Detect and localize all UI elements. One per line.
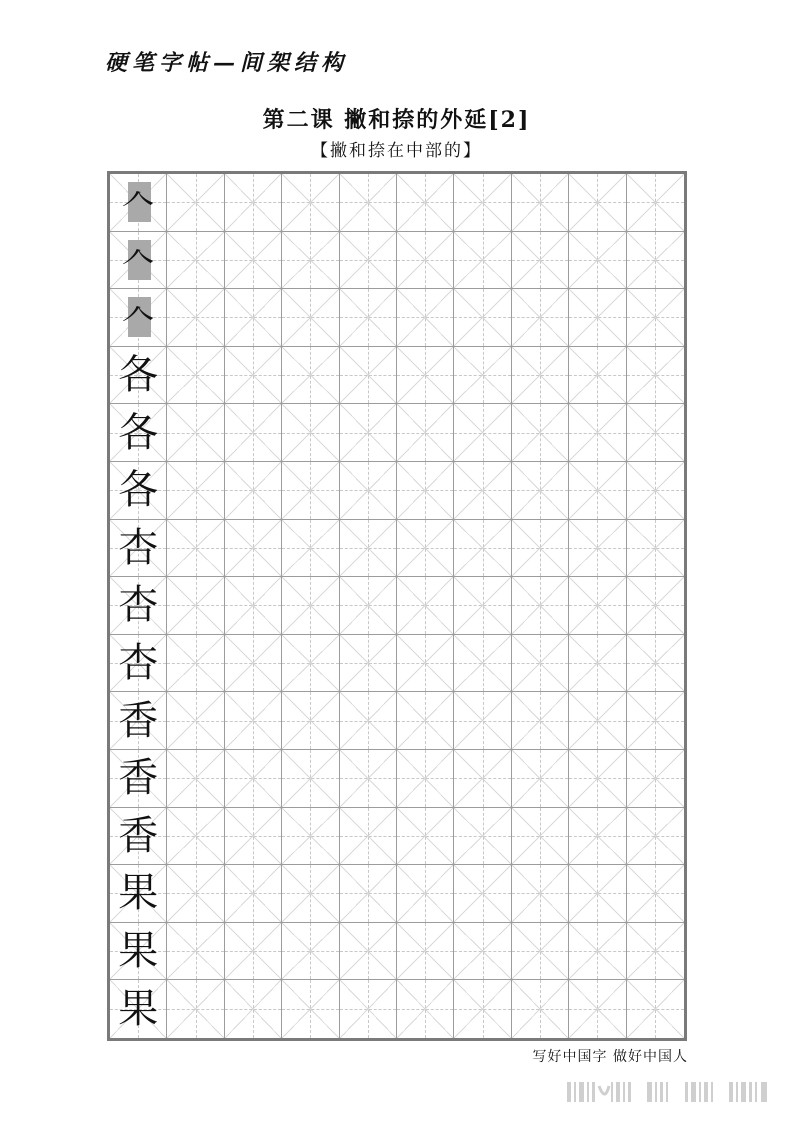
model-cell [110, 174, 167, 232]
practice-cell [167, 750, 224, 808]
practice-cell [225, 808, 282, 866]
practice-cell [167, 692, 224, 750]
model-character: 杏 [118, 524, 159, 571]
practice-cell [167, 347, 224, 405]
model-character: 杏 [118, 640, 159, 687]
practice-cell [512, 232, 569, 290]
model-cell [110, 577, 167, 635]
practice-cell [167, 923, 224, 981]
practice-cell [225, 923, 282, 981]
practice-cell [512, 174, 569, 232]
model-character: 𠆢 [121, 239, 156, 280]
practice-cell [512, 520, 569, 578]
practice-cell [512, 404, 569, 462]
practice-cell [225, 404, 282, 462]
practice-cell [454, 923, 511, 981]
practice-cell [225, 692, 282, 750]
practice-cell [167, 865, 224, 923]
practice-cell [627, 347, 684, 405]
model-character: 各 [118, 409, 159, 456]
practice-cell [512, 923, 569, 981]
practice-cell [282, 980, 339, 1038]
practice-cell [282, 635, 339, 693]
practice-cell [627, 289, 684, 347]
model-character: 果 [118, 928, 159, 975]
practice-cell [454, 232, 511, 290]
practice-cell [282, 174, 339, 232]
practice-cell [340, 635, 397, 693]
practice-cell [167, 577, 224, 635]
practice-cell [167, 635, 224, 693]
model-character: 𠆢 [121, 182, 156, 223]
practice-cell [340, 404, 397, 462]
practice-cell [167, 404, 224, 462]
practice-cell [627, 232, 684, 290]
practice-cell [627, 577, 684, 635]
page-header-title: 硬笔字帖—间架结构 [105, 50, 349, 76]
practice-cell [340, 980, 397, 1038]
lesson-title: 第二课 撇和捺的外延[2] [262, 107, 531, 133]
practice-cell [397, 750, 454, 808]
practice-cell [454, 980, 511, 1038]
practice-cell [282, 865, 339, 923]
model-character: 香 [118, 812, 159, 859]
model-character: 果 [118, 870, 159, 917]
model-character: 杏 [118, 582, 159, 629]
practice-cell [627, 404, 684, 462]
practice-cell [282, 808, 339, 866]
model-cell [110, 347, 167, 405]
practice-cell [167, 980, 224, 1038]
practice-cell [454, 692, 511, 750]
practice-cell [225, 865, 282, 923]
practice-cell [512, 750, 569, 808]
practice-cell [225, 980, 282, 1038]
practice-cell [282, 923, 339, 981]
practice-cell [627, 923, 684, 981]
practice-cell [454, 289, 511, 347]
practice-cell [167, 520, 224, 578]
footer-slogan: 写好中国字 做好中国人 [532, 1049, 688, 1065]
practice-cell [167, 289, 224, 347]
practice-cell [225, 750, 282, 808]
lesson-subtitle: 【撇和捺在中部的】 [311, 141, 482, 161]
practice-cell [225, 347, 282, 405]
practice-cell [397, 174, 454, 232]
practice-cell [569, 174, 626, 232]
practice-cell [282, 347, 339, 405]
model-cell [110, 635, 167, 693]
practice-cell [569, 462, 626, 520]
practice-cell [282, 404, 339, 462]
model-character: 各 [118, 467, 159, 514]
practice-cell [397, 923, 454, 981]
practice-cell [627, 692, 684, 750]
practice-cell [569, 635, 626, 693]
practice-cell [569, 577, 626, 635]
model-cell [110, 923, 167, 981]
practice-cell [225, 520, 282, 578]
practice-cell [454, 635, 511, 693]
model-cell [110, 808, 167, 866]
practice-cell [512, 865, 569, 923]
practice-cell [397, 635, 454, 693]
practice-cell [282, 462, 339, 520]
practice-cell [340, 692, 397, 750]
practice-cell [512, 692, 569, 750]
practice-cell [397, 462, 454, 520]
practice-cell [512, 808, 569, 866]
practice-cell [340, 808, 397, 866]
practice-cell [454, 750, 511, 808]
practice-cell [340, 174, 397, 232]
practice-cell [512, 980, 569, 1038]
practice-cell [225, 289, 282, 347]
practice-cell [512, 635, 569, 693]
practice-cell [512, 347, 569, 405]
model-character: 香 [118, 755, 159, 802]
practice-cell [397, 808, 454, 866]
practice-cell [340, 520, 397, 578]
practice-cell [340, 750, 397, 808]
practice-cell [397, 980, 454, 1038]
practice-cell [340, 577, 397, 635]
practice-cell [397, 232, 454, 290]
practice-cell [627, 808, 684, 866]
practice-cell [397, 520, 454, 578]
practice-cell [340, 289, 397, 347]
practice-cell [454, 865, 511, 923]
practice-cell [627, 750, 684, 808]
practice-cell [569, 750, 626, 808]
practice-cell [512, 462, 569, 520]
practice-cell [167, 232, 224, 290]
practice-cell [167, 174, 224, 232]
practice-cell [167, 462, 224, 520]
model-cell [110, 692, 167, 750]
practice-cell [225, 577, 282, 635]
practice-cell [454, 462, 511, 520]
practice-cell [627, 980, 684, 1038]
practice-cell [397, 865, 454, 923]
practice-cell [569, 865, 626, 923]
practice-cell [627, 635, 684, 693]
practice-cell [282, 577, 339, 635]
practice-cell [569, 520, 626, 578]
practice-cell [627, 865, 684, 923]
model-cell [110, 520, 167, 578]
model-cell [110, 462, 167, 520]
practice-cell [397, 347, 454, 405]
practice-cell [569, 232, 626, 290]
practice-cell [167, 808, 224, 866]
practice-cell [397, 577, 454, 635]
practice-cell [627, 462, 684, 520]
practice-cell [569, 404, 626, 462]
practice-cell [454, 808, 511, 866]
practice-cell [397, 404, 454, 462]
practice-cell [512, 577, 569, 635]
practice-cell [282, 232, 339, 290]
practice-cell [569, 289, 626, 347]
practice-cell [282, 692, 339, 750]
practice-cell [627, 520, 684, 578]
model-cell [110, 750, 167, 808]
practice-cell [569, 692, 626, 750]
practice-cell [627, 174, 684, 232]
practice-cell [340, 347, 397, 405]
practice-cell [225, 232, 282, 290]
model-cell [110, 865, 167, 923]
model-character: 香 [118, 697, 159, 744]
practice-cell [569, 923, 626, 981]
practice-cell [569, 808, 626, 866]
model-character: 果 [118, 986, 159, 1033]
practice-cell [454, 520, 511, 578]
practice-cell [454, 577, 511, 635]
model-cell [110, 980, 167, 1038]
practice-cell [569, 980, 626, 1038]
practice-cell [569, 347, 626, 405]
barcode-watermark [565, 1078, 775, 1106]
practice-cell [397, 692, 454, 750]
practice-grid [107, 171, 687, 1041]
model-cell [110, 289, 167, 347]
practice-cell [397, 289, 454, 347]
practice-cell [340, 865, 397, 923]
practice-cell [454, 347, 511, 405]
model-character: 各 [118, 352, 159, 399]
practice-cell [340, 923, 397, 981]
practice-cell [454, 174, 511, 232]
practice-cell [282, 520, 339, 578]
practice-cell [282, 289, 339, 347]
practice-cell [225, 635, 282, 693]
model-character: 𠆢 [121, 297, 156, 338]
practice-cell [340, 232, 397, 290]
practice-cell [225, 462, 282, 520]
practice-cell [454, 404, 511, 462]
practice-cell [340, 462, 397, 520]
practice-cell [282, 750, 339, 808]
model-cell [110, 232, 167, 290]
model-cell [110, 404, 167, 462]
practice-cell [225, 174, 282, 232]
practice-cell [512, 289, 569, 347]
